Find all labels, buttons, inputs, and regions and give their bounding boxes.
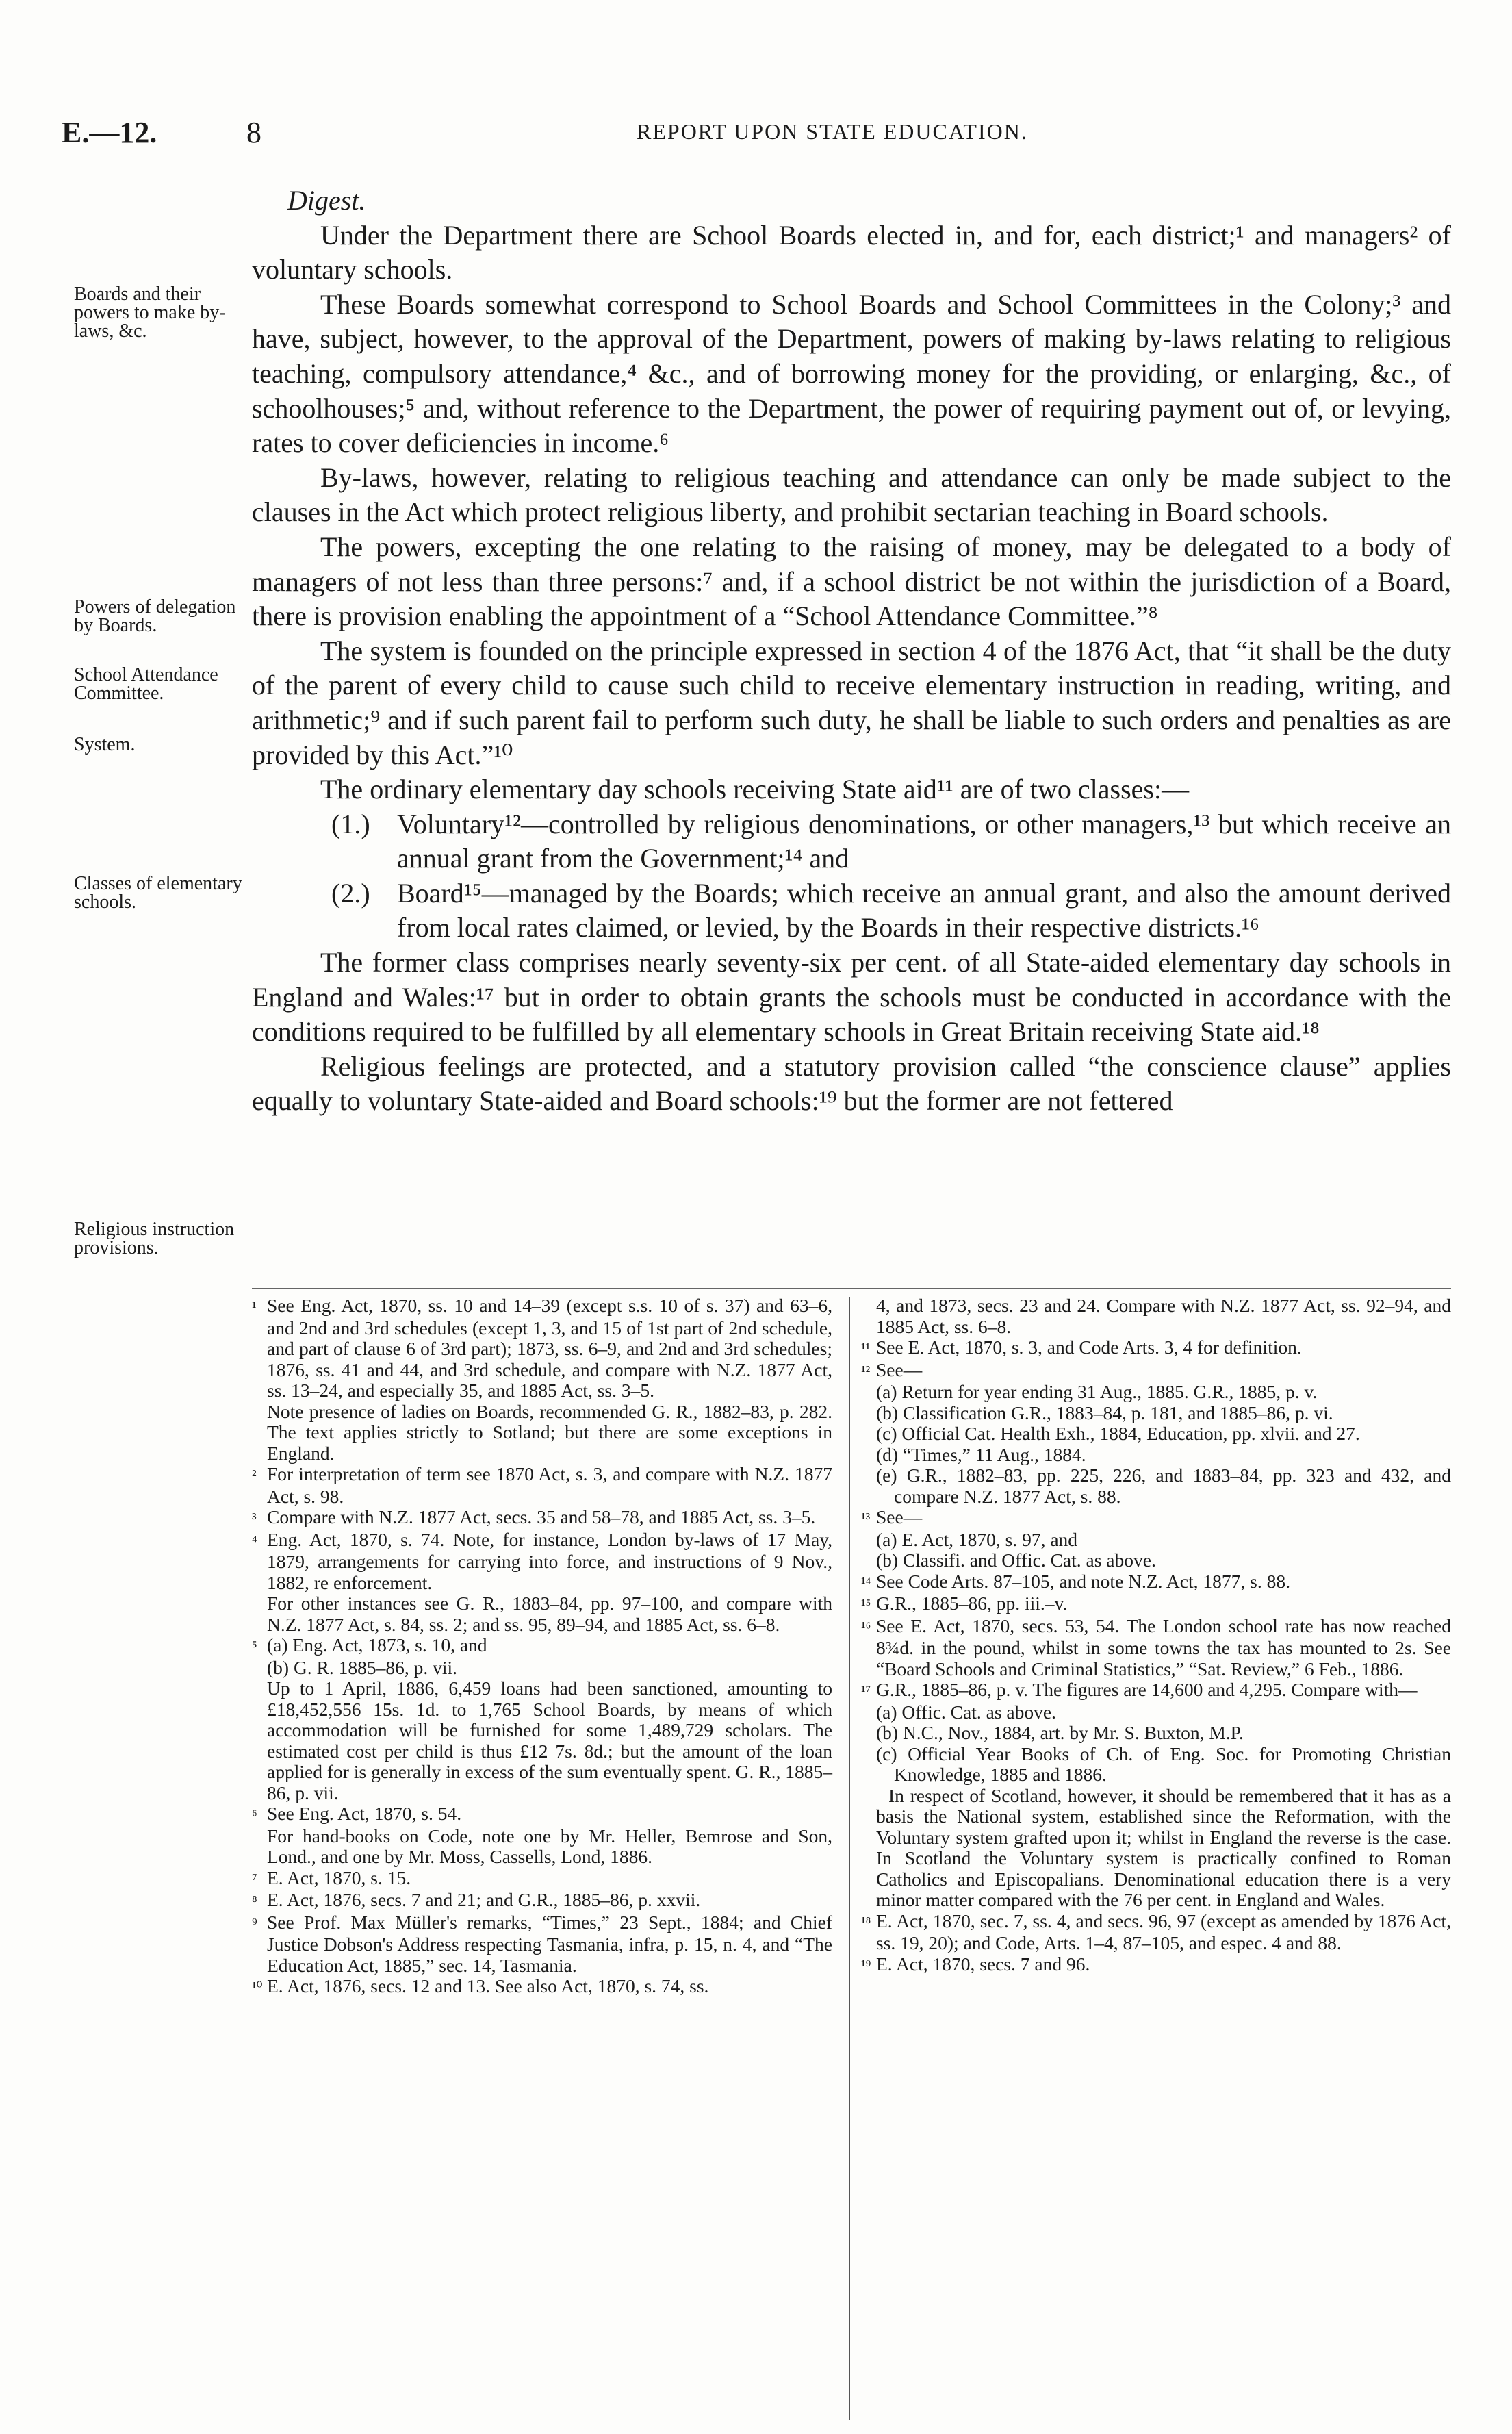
- running-title: REPORT UPON STATE EDUCATION.: [637, 119, 1028, 144]
- page-number: 8: [246, 116, 261, 149]
- footnote: ¹⁰ E. Act, 1876, secs. 12 and 13. See also Act, 1870, s. 74, ss.: [252, 1975, 709, 1996]
- paragraph: Under the Department there are School Boards elected in, and for, each district;¹ and managers² of voluntary schools.: [252, 219, 1451, 286]
- margin-note-delegation: Powers of delegation by Boards.: [74, 596, 236, 636]
- paragraph: By-laws, however, relating to religious teaching and attendance can only be made subject to the clauses in the Act which protect religious liberty, and prohibit sectarian teaching in Board schools.: [252, 461, 1451, 528]
- margin-note-classes: Classes of elementary schools.: [74, 873, 242, 913]
- footnote-subitem: (a) Return for year ending 31 Aug., 1885. G.R., 1885, p. v.: [876, 1381, 1318, 1402]
- footnote-subitem: (a) E. Act, 1870, s. 97, and: [876, 1528, 1078, 1550]
- digest-heading: Digest.: [287, 185, 366, 216]
- footnote-subitem: (a) Offic. Cat. as above.: [876, 1701, 1056, 1723]
- footnotes-right-column: [861, 1295, 1451, 1976]
- footnote-continuation: 4, and 1873, secs. 23 and 24. Compare with N.Z. 1877 Act, ss. 92–94, and 1885 Act, ss. 6–8.: [876, 1295, 1451, 1337]
- footnote: ¹¹ See E. Act, 1870, s. 3, and Code Arts. 3, 4 for definition.: [861, 1336, 1302, 1358]
- footnote-subitem: (b) Classification G.R., 1883–84, p. 181, and 1885–86, p. vi.: [876, 1402, 1333, 1423]
- footnote: ¹⁷ G.R., 1885–86, p. v. The figures are 14,600 and 4,295. Compare with—: [861, 1679, 1418, 1700]
- footnote-continuation: For hand-books on Code, note one by Mr. Heller, Bemrose and Son, Lond., and one by Mr. Moss, Cassells, Lond, 1886.: [267, 1825, 832, 1867]
- paragraph: The powers, excepting the one relating to the raising of money, may be delegated to a body of managers of not less than three persons:⁷ and, if a school district be not within the jurisdiction of a Board, there is provision enabling the appointment of a “School Attendance Committee.”⁸: [252, 531, 1451, 632]
- footnote: ¹⁹ E. Act, 1870, secs. 7 and 96.: [861, 1953, 1090, 1975]
- footnote-continuation: Note presence of ladies on Boards, recommended G. R., 1882–83, p. 282. The text applies strictly to Sotland; but there are some exceptions in England.: [267, 1400, 832, 1464]
- footnote: ⁹ See Prof. Max Müller's remarks, “Times,” 23 Sept., 1884; and Chief Justice Dobson's Address respecting Tasmania, infra, p. 15, n. 4, and “The Education Act, 1885,” sec. 14, Tasmania.: [252, 1911, 832, 1976]
- class-number: (2.): [331, 877, 370, 909]
- footnote-continuation: For other instances see G. R., 1883–84, pp. 97–100, and compare with N.Z. 1877 Act, s. 84, ss. 2; and ss. 95, 89–94, and 1885 Act, ss. 6–8.: [267, 1593, 832, 1635]
- footnote: ⁵ (a) Eng. Act, 1873, s. 10, and: [252, 1634, 487, 1656]
- document-code: E.—12.: [62, 116, 157, 149]
- margin-note-boards: Boards and their powers to make by-laws, &c.: [74, 283, 226, 342]
- main-text: [252, 183, 1451, 1119]
- footnote: ¹⁴ See Code Arts. 87–105, and note N.Z. Act, 1877, s. 88.: [861, 1570, 1290, 1592]
- running-header: [0, 115, 1512, 156]
- margin-note-attendance: School Attendance Committee.: [74, 664, 218, 704]
- class-item-board: [331, 876, 1451, 946]
- paragraph: The former class comprises nearly seventy-six per cent. of all State-aided elementary day schools in England and Wales:¹⁷ but in order to obtain grants the schools must be conducted in accordance with the conditions required to be fulfilled by all elementary schools in Great Britain receiving State aid.¹⁸: [252, 947, 1451, 1048]
- footnote: ¹⁶ See E. Act, 1870, secs. 53, 54. The London school rate has now reached 8¾d. in the pound, whilst in some towns the tax has mounted to 2s. See “Board Schools and Criminal Statistics,” “Sat. Review,” 6 Feb., 1886.: [861, 1614, 1451, 1679]
- footnote: ⁶ See Eng. Act, 1870, s. 54.: [252, 1803, 462, 1824]
- paragraph: Religious feelings are protected, and a statutory provision called “the conscience clause” applies equally to voluntary State-aided and Board schools:¹⁹ but the former are not fettered: [252, 1050, 1451, 1117]
- footnote: ¹⁸ E. Act, 1870, sec. 7, ss. 4, and secs. 96, 97 (except as amended by 1876 Act, ss. 19, 20); and Code, Arts. 1–4, 87–105, and espec. 4 and 88.: [861, 1910, 1451, 1953]
- class-text: Board¹⁵—managed by the Boards; which receive an annual grant, and also the amount derived from local rates claimed, or levied, by the Boards in their respective districts.¹⁶: [397, 877, 1451, 943]
- footnote: ⁸ E. Act, 1876, secs. 7 and 21; and G.R., 1885–86, p. xxvii.: [252, 1889, 701, 1910]
- class-text: Voluntary¹²—controlled by religious denominations, or other managers,¹³ but which receive an annual grant from the Government;¹⁴ and: [397, 808, 1451, 874]
- footnote: ¹² See—: [861, 1358, 923, 1380]
- footnote-subitem: (e) G.R., 1882–83, pp. 225, 226, and 1883–84, pp. 323 and 432, and compare N.Z. 1877 Act, s. 88.: [876, 1465, 1451, 1507]
- footnote: ¹³ See—: [861, 1506, 923, 1527]
- class-number: (1.): [331, 808, 370, 839]
- footnote: ¹ See Eng. Act, 1870, ss. 10 and 14–39 (except s.s. 10 of s. 37) and 63–6, and 2nd and 3rd schedules (except 1, 3, and 15 of 1st part of 2nd schedule, and part of clause 6 of 3rd part); 1873, ss. 6–9, and 2nd and 3rd schedules; 1876, ss. 41 and 44, and 3rd schedule, and compare with N.Z. 1877 Act, ss. 13–24, and especially 35, and 1885 Act, ss. 3–5.: [252, 1295, 832, 1401]
- footnote-subitem: (b) N.C., Nov., 1884, art. by Mr. S. Buxton, M.P.: [876, 1722, 1244, 1743]
- footnote-continuation: Up to 1 April, 1886, 6,459 loans had been sanctioned, amounting to £18,452,556 15s. 1d. to 1,765 School Boards, by means of which accommodation will be furnished for some 1,489,729 scholars. The estimated cost per child is thus £12 7s. 8d.; but the amount of the loan applied for is generally in excess of the sum eventually spent. G. R., 1885–86, p. vii.: [267, 1677, 832, 1803]
- footnote-divider: [252, 1288, 1451, 1289]
- footnote-subitem: (b) G. R. 1885–86, p. vii.: [267, 1656, 458, 1678]
- footnote: ⁷ E. Act, 1870, s. 15.: [252, 1866, 411, 1888]
- margin-note-religious: Religious instruction provisions.: [74, 1219, 235, 1258]
- footnotes-left-column: [252, 1295, 832, 1999]
- footnote-column-divider: [849, 1297, 850, 2420]
- footnote: ³ Compare with N.Z. 1877 Act, secs. 35 and 58–78, and 1885 Act, ss. 3–5.: [252, 1506, 816, 1527]
- footnote-subitem: (c) Official Year Books of Ch. of Eng. Soc. for Promoting Christian Knowledge, 1885 and 1886.: [876, 1742, 1451, 1785]
- footnote-subitem: (d) “Times,” 11 Aug., 1884.: [876, 1443, 1086, 1465]
- footnote: ⁴ Eng. Act, 1870, s. 74. Note, for instance, London by-laws of 17 May, 1879, arrangements for carrying into force, and instructions of 9 Nov., 1882, re enforcement.: [252, 1528, 832, 1593]
- margin-note-system: System.: [74, 734, 136, 755]
- footnote: ¹⁵ G.R., 1885–86, pp. iii.–v.: [861, 1593, 1068, 1614]
- footnote: ² For interpretation of term see 1870 Act, s. 3, and compare with N.Z. 1877 Act, s. 98.: [252, 1463, 832, 1507]
- paragraph: These Boards somewhat correspond to School Boards and School Committees in the Colony;³ and have, subject, however, to the approval of the Department, powers of making by-laws relating to religious teaching, compulsory attendance,⁴ &c., and of borrowing money for the providing, or enlarging, &c., of schoolhouses;⁵ and, without reference to the Department, the power of requiring payment out of, or levying, rates to cover deficiencies in income.⁶: [252, 288, 1451, 459]
- footnote-subitem: (b) Classifi. and Offic. Cat. as above.: [876, 1549, 1156, 1571]
- paragraph: The ordinary elementary day schools receiving State aid¹¹ are of two classes:—: [320, 774, 1190, 805]
- footnote-paragraph: In respect of Scotland, however, it should be remembered that it has as a basis the National system, established since the Reformation, with the Voluntary system grafted upon it; whilst in England the reverse is the case. In Scotland the Voluntary system is practically confined to Roman Catholics and Episcopalians. Denominational education there is a very minor matter compared with the 76 per cent. in England and Wales.: [876, 1784, 1451, 1910]
- footnote-subitem: (c) Official Cat. Health Exh., 1884, Education, pp. xlvii. and 27.: [876, 1423, 1360, 1444]
- class-item-voluntary: [331, 807, 1451, 876]
- paragraph: The system is founded on the principle expressed in section 4 of the 1876 Act, that “it shall be the duty of the parent of every child to cause such child to receive elementary instruction in reading, writing, and arithmetic;⁹ and if such parent fail to perform such duty, he shall be liable to such orders and penalties as are provided by this Act.”¹⁰: [252, 635, 1451, 770]
